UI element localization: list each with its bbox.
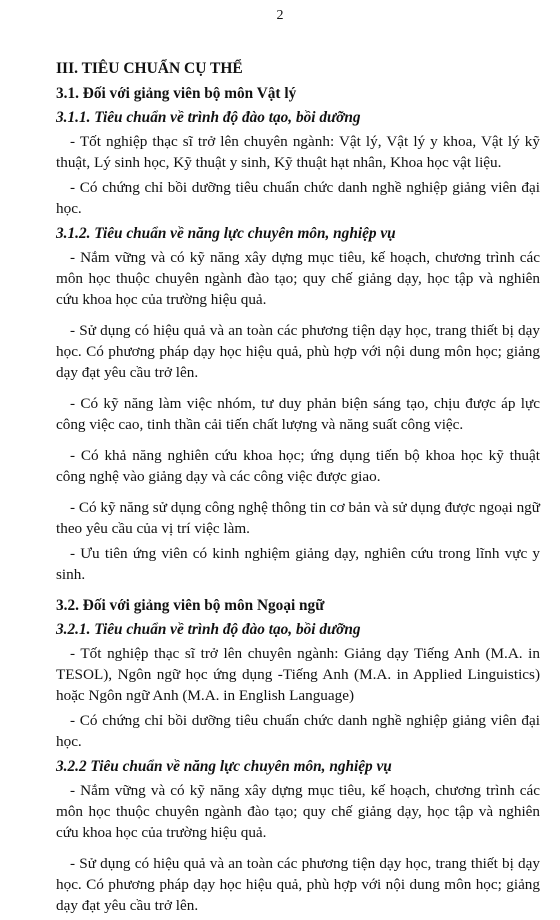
page-number: 2 [276, 8, 284, 23]
paragraph: - Nắm vững và có kỹ năng xây dựng mục tiêu, kế hoạch, chương trình các môn học thuộc chuyên ngành đào tạo; quy chế giảng dạy, học tập và nghiên cứu khoa học của trường hiệu quả. [56, 249, 540, 308]
paragraph: - Sử dụng có hiệu quả và an toàn các phương tiện dạy học, trang thiết bị dạy học. Có phương pháp dạy học hiệu quả, phù hợp với nội dung môn học; giảng dạy đạt yêu cầu trở lên. [56, 855, 540, 914]
paragraph: - Có khả năng nghiên cứu khoa học; ứng dụng tiến bộ khoa học kỹ thuật công nghệ vào giảng dạy và các công việc được giao. [56, 447, 540, 485]
paragraph: - Ưu tiên ứng viên có kinh nghiệm giảng dạy, nghiên cứu trong lĩnh vực y sinh. [56, 545, 540, 583]
subsection-title-foreign-language: 3.2. Đối với giảng viên bộ môn Ngoại ngữ [56, 597, 325, 614]
paragraph: - Có chứng chỉ bồi dưỡng tiêu chuẩn chức danh nghề nghiệp giảng viên đại học. [56, 179, 540, 217]
part-title-physics-competence: 3.1.2. Tiêu chuẩn về năng lực chuyên môn, nghiệp vụ [56, 225, 396, 242]
subsection-title-physics: 3.1. Đối với giảng viên bộ môn Vật lý [56, 85, 297, 102]
paragraph: - Tốt nghiệp thạc sĩ trở lên chuyên ngành: Vật lý, Vật lý y khoa, Vật lý kỹ thuật, Lý sinh học, Kỹ thuật y sinh, Kỹ thuật hạt nhân, Khoa học vật liệu. [56, 133, 540, 171]
paragraph: - Sử dụng có hiệu quả và an toàn các phương tiện dạy học, trang thiết bị dạy học. Có phương pháp dạy học hiệu quả, phù hợp với nội dung môn học; giảng dạy đạt yêu cầu trở lên. [56, 322, 540, 381]
document-body [56, 58, 540, 920]
paragraph: - Có kỹ năng sử dụng công nghệ thông tin cơ bản và sử dụng được ngoại ngữ theo yêu cầu của vị trí việc làm. [56, 499, 540, 537]
paragraph: - Có kỹ năng làm việc nhóm, tư duy phản biện sáng tạo, chịu được áp lực công việc cao, tinh thần cải tiến chất lượng và năng suất công việc. [56, 395, 540, 433]
part-title-language-training: 3.2.1. Tiêu chuẩn về trình độ đào tạo, bồi dưỡng [56, 621, 361, 638]
part-title-physics-training: 3.1.1. Tiêu chuẩn về trình độ đào tạo, bồi dưỡng [56, 109, 361, 126]
part-title-language-competence: 3.2.2 Tiêu chuẩn về năng lực chuyên môn, nghiệp vụ [56, 758, 392, 775]
paragraph: - Tốt nghiệp thạc sĩ trở lên chuyên ngành: Giảng dạy Tiếng Anh (M.A. in TESOL), Ngôn ngữ học ứng dụng -Tiếng Anh (M.A. in Applied Linguistics) hoặc Ngôn ngữ Anh (M.A. in English Language) [56, 645, 540, 704]
paragraph: - Nắm vững và có kỹ năng xây dựng mục tiêu, kế hoạch, chương trình các môn học thuộc chuyên ngành đào tạo; quy chế giảng dạy, học tập và nghiên cứu khoa học của trường hiệu quả. [56, 782, 540, 841]
section-title: III. TIÊU CHUẨN CỤ THỂ [56, 60, 243, 77]
paragraph: - Có chứng chỉ bồi dưỡng tiêu chuẩn chức danh nghề nghiệp giảng viên đại học. [56, 712, 540, 750]
